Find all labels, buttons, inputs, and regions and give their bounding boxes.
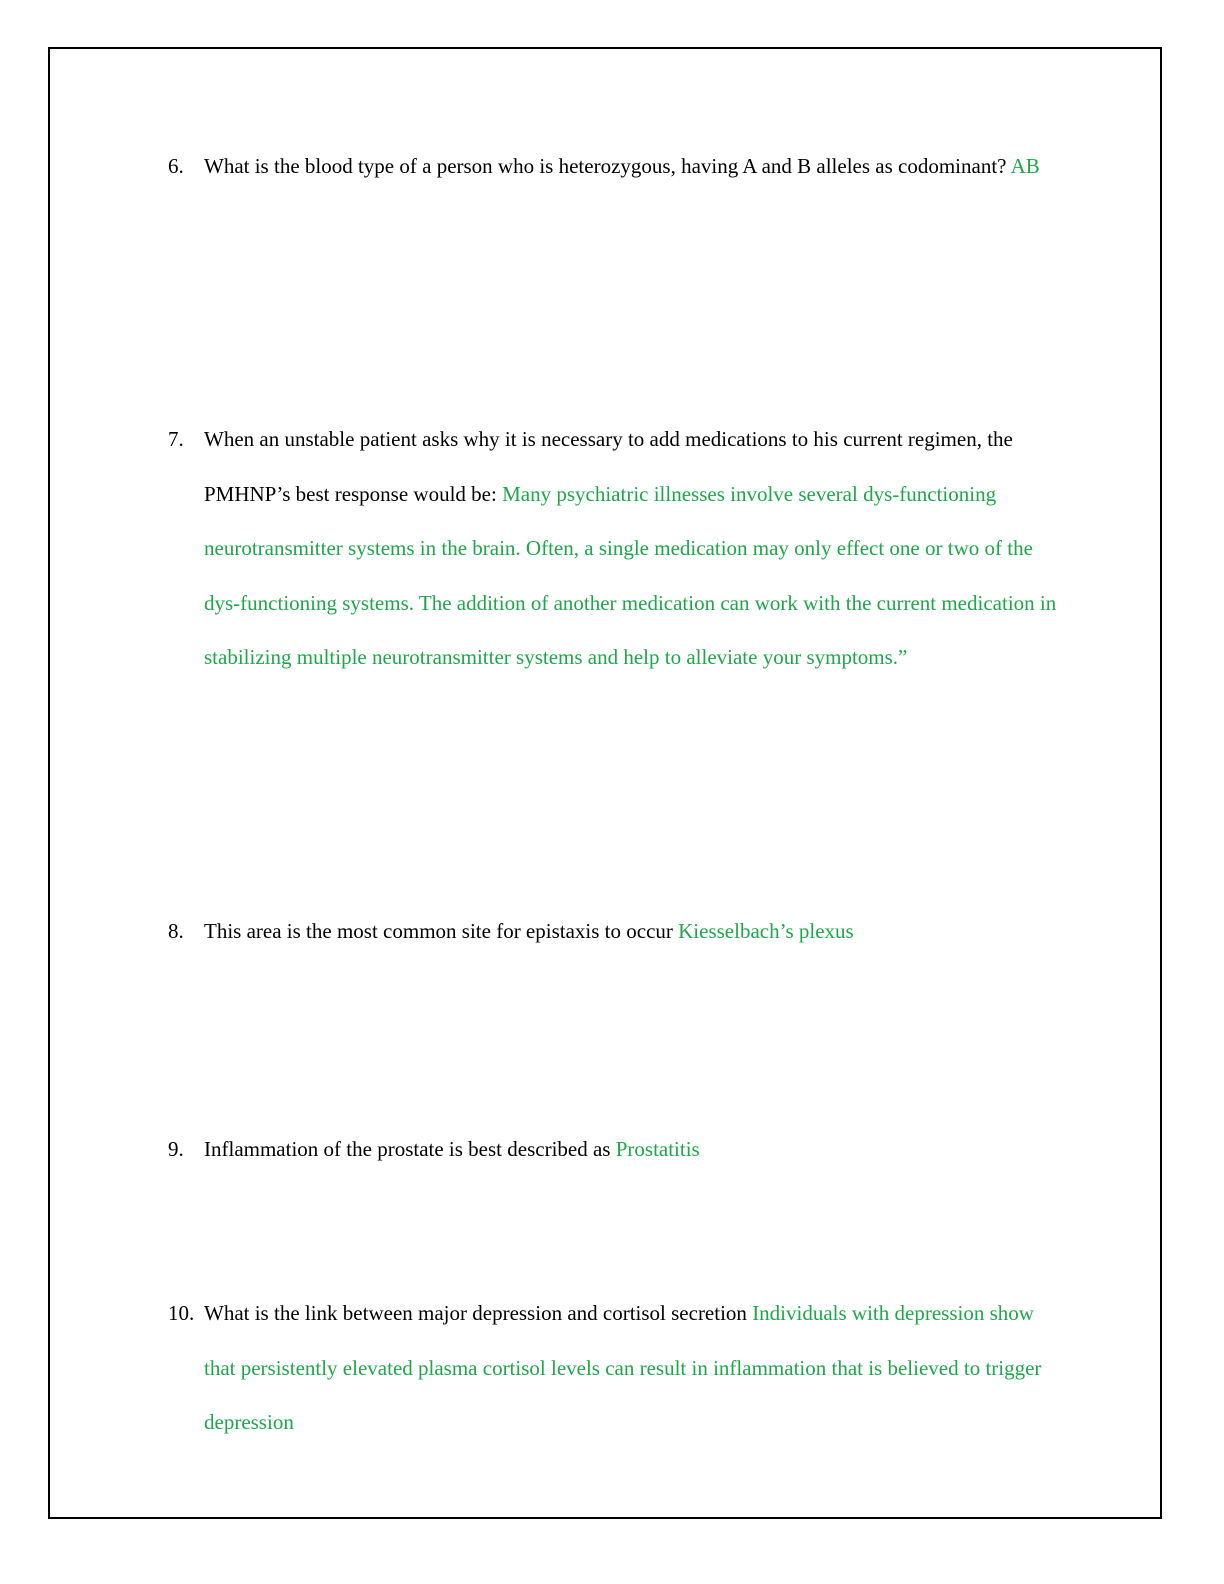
question-8 — [168, 904, 1068, 959]
question-text: This area is the most common site for epistaxis to occur — [204, 919, 673, 943]
question-number: 7. — [168, 427, 184, 451]
answer-text: Prostatitis — [615, 1137, 700, 1161]
question-number: 6. — [168, 154, 184, 178]
question-number: 8. — [168, 919, 184, 943]
answer-text: Kiesselbach’s plexus — [678, 919, 854, 943]
question-body — [204, 904, 1068, 959]
question-text: What is the link between major depression and cortisol secretion — [204, 1301, 747, 1325]
question-text: What is the blood type of a person who is heterozygous, having A and B alleles as codominant? — [204, 154, 1007, 178]
question-text: Inflammation of the prostate is best described as — [204, 1137, 611, 1161]
question-number: 10. — [168, 1301, 195, 1325]
question-9 — [168, 1122, 1068, 1177]
question-body — [204, 1286, 1068, 1450]
question-text: When an unstable patient asks why it is necessary to add medications to his current regimen, the PMHNP’s best response would be: — [204, 427, 1013, 506]
question-body — [204, 412, 1068, 685]
question-body — [204, 139, 1068, 194]
question-body — [204, 1122, 1068, 1177]
question-number: 9. — [168, 1137, 184, 1161]
answer-text: Many psychiatric illnesses involve several dys-functioning neurotransmitter systems in the brain. Often, a single medication may only effect one or two of the dys-functioning systems. The addition of another medication can work with the current medication in stabilizing multiple neurotransmitter systems and help to alleviate your symptoms.” — [204, 481, 1057, 669]
answer-text: Individuals with depression show that persistently elevated plasma cortisol levels can result in inflammation that is believed to trigger depression — [204, 1301, 1042, 1434]
question-10 — [168, 1286, 1068, 1450]
question-6 — [168, 139, 1068, 194]
question-7 — [168, 412, 1068, 685]
answer-text: AB — [1010, 154, 1040, 178]
